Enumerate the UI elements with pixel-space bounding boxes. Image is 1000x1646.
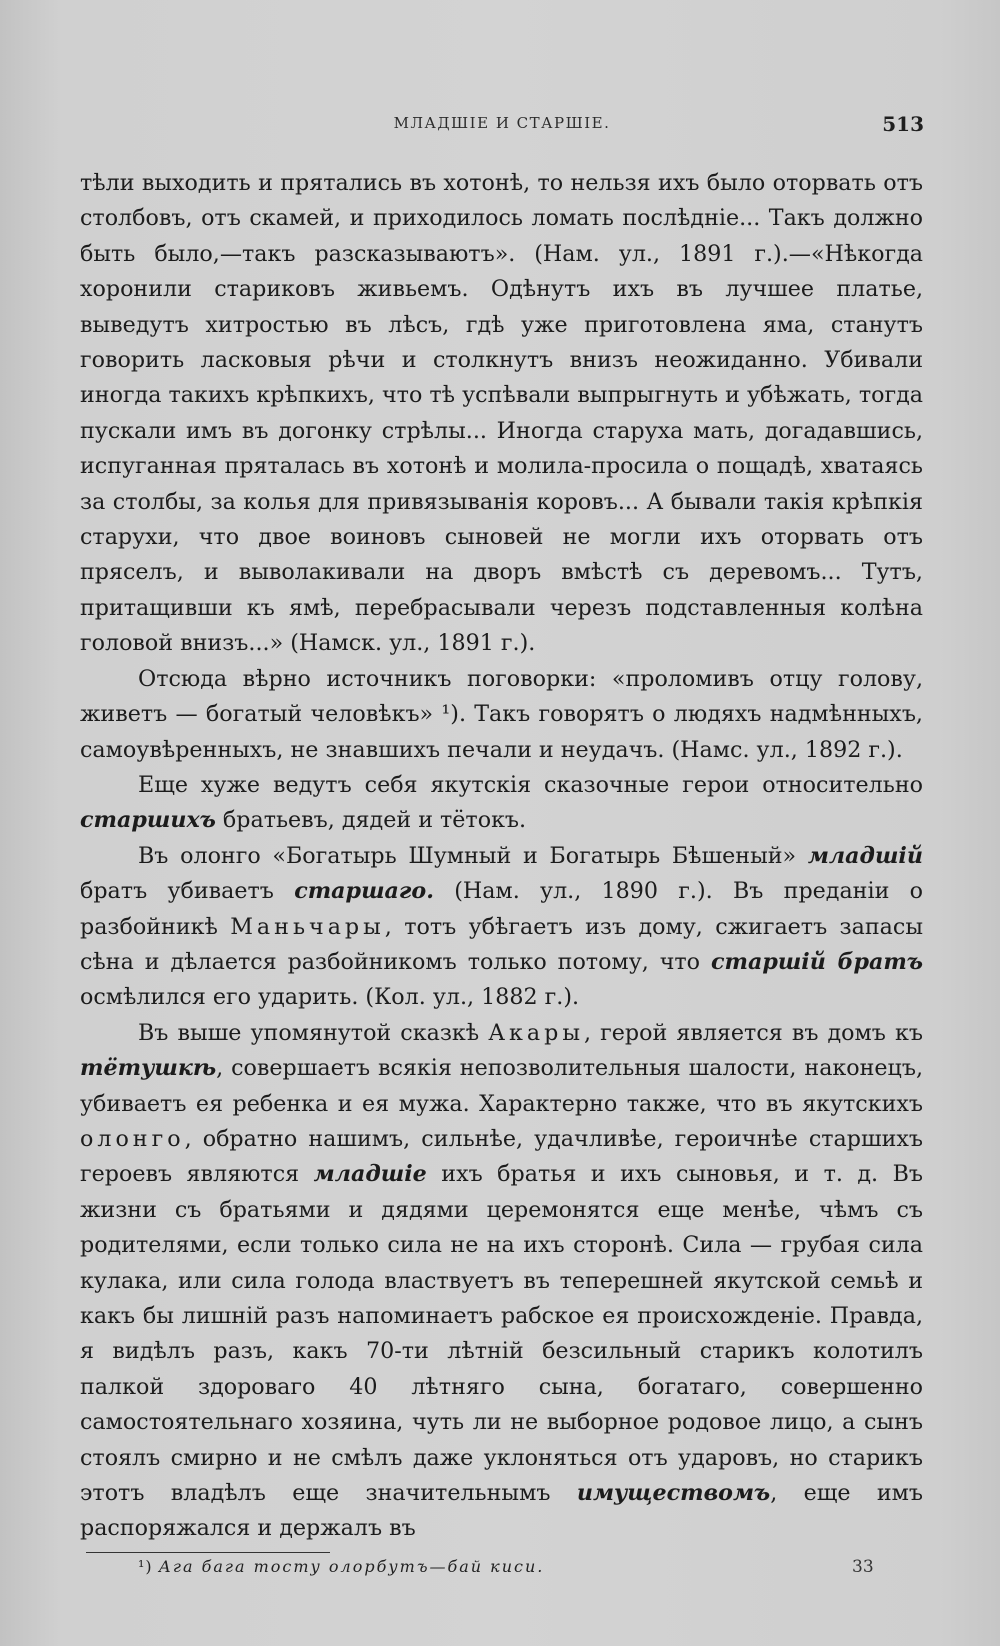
text-run: (Нам. ул., 1890 г.). Въ преданіи о разбойникѣ xyxy=(80,878,923,940)
text-run: , тотъ убѣгаетъ изъ дому, сжигаетъ запасы сѣна и дѣлается разбойникомъ только потому, что xyxy=(80,913,923,975)
emphasis-text: младшій xyxy=(807,842,923,869)
text-run: , совершаетъ всякія непозволительныя шалости, наконецъ, убиваетъ ея ребенка и ея мужа. Характерно также, что въ якутскихъ xyxy=(80,1055,923,1117)
text-run: братъ убиваетъ xyxy=(80,878,295,905)
footnote-text: Ага бага тосту олорбутъ—бай киси. xyxy=(158,1557,545,1576)
text-run: , обратно нашимъ, сильнѣе, удачливѣе, героичнѣе старшихъ героевъ являются xyxy=(80,1125,923,1188)
page-number: 513 xyxy=(882,112,924,136)
footnote-divider xyxy=(86,1552,330,1553)
spaced-name: Акары xyxy=(488,1019,585,1046)
body-text xyxy=(80,166,923,1547)
text-run: тѣли выходить и прятались въ хотонѣ, то нельзя ихъ было оторвать отъ столбовъ, отъ скамей, и приходилось ломать послѣдніе... Такъ должно быть было,—такъ разсказываютъ». (Нам. ул., 1891 г.).—«Нѣкогда хоронили стариковъ живьемъ. Одѣнутъ ихъ въ лучшее платье, выведутъ хитростью въ лѣсъ, гдѣ уже приготовлена яма, станутъ говорить ласковыя рѣчи и столкнутъ внизъ неожиданно. Убивали иногда такихъ крѣпкихъ, что тѣ успѣвали выпрыгнуть и убѣжать, тогда пускали имъ въ догонку стрѣлы... Иногда старуха мать, догадавшись, испуганная пряталась въ хотонѣ и молила-просила о пощадѣ, хватаясь за столбы, за колья для привязыванія коровъ... А бывали такія крѣпкія старухи, что двое воиновъ сыновей не могли ихъ оторвать отъ пряселъ, и выволакивали на дворъ вмѣстѣ съ деревомъ... Тутъ, притащивши къ ямѣ, перебрасывали черезъ подставленныя колѣна головой внизъ...» (Намск. ул., 1891 г.). xyxy=(80,170,923,657)
paragraph xyxy=(80,768,923,839)
text-run: осмѣлился его ударить. (Кол. ул., 1882 г.). xyxy=(80,984,580,1011)
emphasis-text: имуществомъ xyxy=(576,1480,771,1507)
footnote-marker: ¹) xyxy=(138,1557,153,1576)
paragraph xyxy=(80,839,923,1016)
emphasis-text: старшихъ xyxy=(80,807,216,834)
text-run: Въ олонго «Богатырь Шумный и Богатырь Бѣшеный» xyxy=(138,842,808,869)
text-run: братьевъ, дядей и тётокъ. xyxy=(215,807,527,834)
text-run: , еще имъ распоряжался и держалъ въ xyxy=(80,1480,924,1542)
running-head: МЛАДШІЕ И СТАРШІЕ. xyxy=(393,114,611,132)
text-run: Отсюда вѣрно источникъ поговорки: «проломивъ отцу голову, живетъ — богатый человѣкъ» ¹). Такъ говорятъ о людяхъ надмѣнныхъ, самоувѣренныхъ, не знавшихъ печали и неудачъ. (Намс. ул., 1892 г.). xyxy=(80,665,923,763)
text-run: ихъ братья и ихъ сыновья, и т. д. Въ жизни съ братьями и дядями церемонятся еще менѣе, чѣмъ съ родителями, если только сила не на ихъ сторонѣ. Сила — грубая сила кулака, или сила голода властвуетъ въ теперешней якутской семьѣ и какъ бы лишній разъ напоминаетъ рабское ея происхожденіе. Правда, я видѣлъ разъ, какъ 70-ти лѣтній безсильный старикъ колотилъ палкой здороваго 40 лѣтняго сына, богатаго, совершенно самостоятельнаго хозяина, чуть ли не выборное родовое лицо, а сынъ стоялъ смирно и не смѣлъ даже уклоняться отъ ударовъ, но старикъ этотъ владѣлъ еще значительнымъ xyxy=(80,1161,923,1507)
footnote xyxy=(138,1557,544,1576)
spaced-name: олонго xyxy=(80,1125,185,1152)
printer-signature: 33 xyxy=(852,1557,874,1577)
spaced-name: Маньчары xyxy=(230,913,385,940)
emphasis-text: тётушкѣ xyxy=(80,1055,217,1082)
text-run: Еще хуже ведутъ себя якутскія сказочные герои относительно xyxy=(138,771,923,798)
text-run: , герой является въ домъ къ xyxy=(584,1019,923,1046)
paragraph xyxy=(80,662,923,768)
emphasis-text: старшаго. xyxy=(294,878,434,905)
paragraph xyxy=(80,1016,923,1547)
page-header xyxy=(80,112,924,140)
emphasis-text: старшій братъ xyxy=(710,948,923,975)
text-run: Въ выше упомянутой сказкѣ xyxy=(138,1019,489,1046)
paragraph xyxy=(80,166,923,662)
emphasis-text: младшіе xyxy=(313,1161,427,1188)
